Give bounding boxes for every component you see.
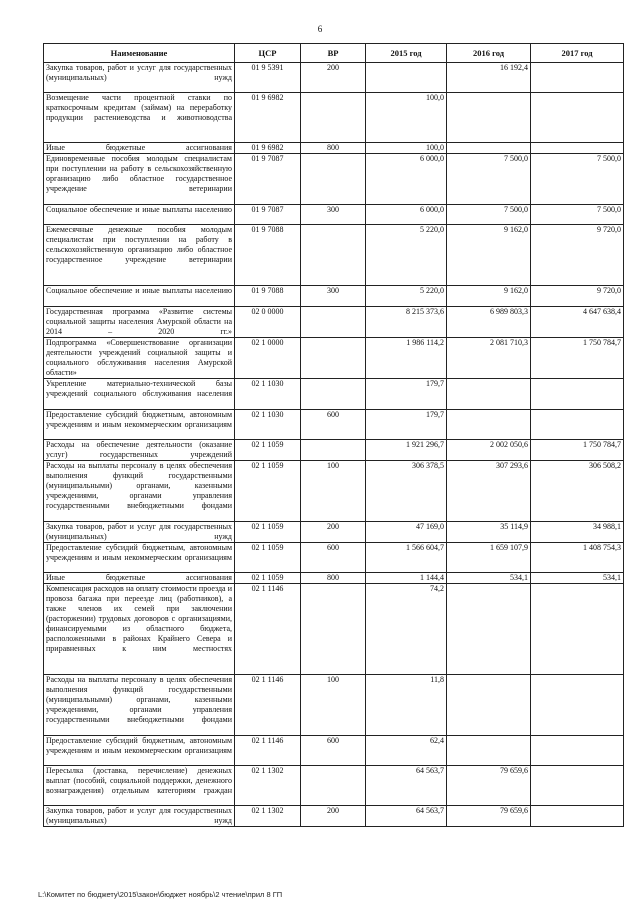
cell-2015: 179,7 [366, 379, 447, 410]
cell-2017: 1 750 784,7 [531, 338, 624, 379]
cell-csr: 02 1 1146 [235, 675, 301, 736]
cell-vr: 800 [301, 143, 366, 154]
cell-2016: 1 659 107,9 [447, 543, 531, 573]
cell-2017 [531, 63, 624, 93]
cell-2016: 35 114,9 [447, 522, 531, 543]
cell-csr: 02 1 1059 [235, 461, 301, 522]
budget-table [43, 43, 624, 827]
cell-2017 [531, 736, 624, 766]
cell-vr: 600 [301, 410, 366, 440]
cell-name: Укрепление материально-технической базы учреждений социального обслуживания населения [44, 379, 235, 410]
cell-2016 [447, 93, 531, 143]
table-row [44, 440, 624, 461]
cell-2017: 534,1 [531, 573, 624, 584]
cell-csr: 02 1 1146 [235, 584, 301, 675]
header-vr: ВР [301, 44, 366, 63]
cell-2016: 307 293,6 [447, 461, 531, 522]
table-row [44, 461, 624, 522]
table-row [44, 143, 624, 154]
cell-2015: 6 000,0 [366, 205, 447, 225]
cell-2015: 64 563,7 [366, 806, 447, 827]
cell-vr: 300 [301, 286, 366, 307]
cell-2016: 79 659,6 [447, 806, 531, 827]
cell-name: Предоставление субсидий бюджетным, автономным учреждениям и иным некоммерческим организациям [44, 736, 235, 766]
cell-2016: 7 500,0 [447, 154, 531, 205]
cell-2015: 62,4 [366, 736, 447, 766]
cell-2015: 100,0 [366, 93, 447, 143]
cell-name: Иные бюджетные ассигнования [44, 143, 235, 154]
cell-name: Закупка товаров, работ и услуг для государственных (муниципальных) нужд [44, 806, 235, 827]
cell-2017: 1 750 784,7 [531, 440, 624, 461]
cell-csr: 02 1 1302 [235, 806, 301, 827]
header-2017: 2017 год [531, 44, 624, 63]
cell-2015: 179,7 [366, 410, 447, 440]
cell-vr [301, 766, 366, 806]
cell-name: Единовременные пособия молодым специалистам при поступлении на работу в сельскохозяйственную организацию либо областное государственное учреждение ветеринарии [44, 154, 235, 205]
table-row [44, 338, 624, 379]
cell-2016: 9 162,0 [447, 286, 531, 307]
cell-csr: 02 1 1030 [235, 410, 301, 440]
cell-name: Предоставление субсидий бюджетным, автономным учреждениям и иным некоммерческим организациям [44, 543, 235, 573]
cell-name: Социальное обеспечение и иные выплаты населению [44, 205, 235, 225]
cell-name: Предоставление субсидий бюджетным, автономным учреждениям и иным некоммерческим организациям [44, 410, 235, 440]
cell-csr: 01 9 7088 [235, 225, 301, 286]
cell-2017 [531, 93, 624, 143]
cell-2015: 5 220,0 [366, 286, 447, 307]
cell-name: Закупка товаров, работ и услуг для государственных (муниципальных) нужд [44, 522, 235, 543]
cell-csr: 02 1 1030 [235, 379, 301, 410]
cell-2015: 1 144,4 [366, 573, 447, 584]
cell-vr: 200 [301, 63, 366, 93]
cell-2017: 306 508,2 [531, 461, 624, 522]
table-row [44, 766, 624, 806]
cell-name: Компенсация расходов на оплату стоимости проезда и провоза багажа при переезде лиц (работников), а также членов их семей при заключении (расторжении) трудовых договоров с организациями, финансируемыми из областного бюджета, расположенными в районах Крайнего Севера и приравненных к ним местностях [44, 584, 235, 675]
cell-2015: 74,2 [366, 584, 447, 675]
header-2015: 2015 год [366, 44, 447, 63]
cell-name: Пересылка (доставка, перечисление) денежных выплат (пособий, социальной поддержки, денежного вознаграждения) отдельным категориям граждан [44, 766, 235, 806]
cell-2016: 2 002 050,6 [447, 440, 531, 461]
cell-name: Возмещение части процентной ставки по краткосрочным кредитам (займам) на переработку продукции растениеводства и животноводства [44, 93, 235, 143]
cell-name: Иные бюджетные ассигнования [44, 573, 235, 584]
table-row [44, 543, 624, 573]
cell-vr [301, 379, 366, 410]
cell-vr: 100 [301, 675, 366, 736]
cell-2017 [531, 675, 624, 736]
table-row [44, 93, 624, 143]
cell-2015: 1 921 296,7 [366, 440, 447, 461]
cell-csr: 02 1 1146 [235, 736, 301, 766]
cell-vr [301, 225, 366, 286]
cell-2015: 1 566 604,7 [366, 543, 447, 573]
table-row [44, 584, 624, 675]
table-row [44, 806, 624, 827]
cell-name: Расходы на выплаты персоналу в целях обеспечения выполнения функций государственными (муниципальными) органами, казенными учреждениями, органами управления государственными внебюджетными фондами [44, 675, 235, 736]
cell-name: Закупка товаров, работ и услуг для государственных (муниципальных) нужд [44, 63, 235, 93]
cell-csr: 01 9 6982 [235, 93, 301, 143]
cell-2015: 1 986 114,2 [366, 338, 447, 379]
cell-2017: 7 500,0 [531, 205, 624, 225]
cell-vr: 100 [301, 461, 366, 522]
cell-2016: 9 162,0 [447, 225, 531, 286]
table-row [44, 736, 624, 766]
header-name: Наименование [44, 44, 235, 63]
cell-2017 [531, 766, 624, 806]
cell-2015: 47 169,0 [366, 522, 447, 543]
cell-csr: 02 1 1059 [235, 522, 301, 543]
cell-vr [301, 154, 366, 205]
cell-csr: 01 9 5391 [235, 63, 301, 93]
cell-2015: 5 220,0 [366, 225, 447, 286]
cell-csr: 02 1 1059 [235, 543, 301, 573]
cell-2017: 9 720,0 [531, 286, 624, 307]
cell-2015 [366, 63, 447, 93]
cell-2016 [447, 675, 531, 736]
table-row [44, 307, 624, 338]
cell-csr: 02 1 1059 [235, 573, 301, 584]
cell-csr: 02 1 1059 [235, 440, 301, 461]
cell-2015: 8 215 373,6 [366, 307, 447, 338]
cell-vr: 200 [301, 522, 366, 543]
table-row [44, 522, 624, 543]
cell-name: Государственная программа «Развитие системы социальной защиты населения Амурской области на 2014 – 2020 гг.» [44, 307, 235, 338]
cell-vr [301, 338, 366, 379]
table-row [44, 205, 624, 225]
table-row [44, 154, 624, 205]
cell-csr: 01 9 6982 [235, 143, 301, 154]
cell-2016: 16 192,4 [447, 63, 531, 93]
cell-2017: 9 720,0 [531, 225, 624, 286]
cell-2016: 6 989 803,3 [447, 307, 531, 338]
cell-2017: 34 988,1 [531, 522, 624, 543]
footer-file-path: L:\Комитет по бюджету\2015\закон\бюджет ноябрь\2 чтение\прил 8 ГП [38, 890, 283, 899]
table-row [44, 63, 624, 93]
cell-2017 [531, 410, 624, 440]
cell-vr [301, 440, 366, 461]
table-row [44, 225, 624, 286]
cell-vr: 800 [301, 573, 366, 584]
cell-vr: 200 [301, 806, 366, 827]
cell-2016: 2 081 710,3 [447, 338, 531, 379]
cell-2017: 1 408 754,3 [531, 543, 624, 573]
table-body [44, 63, 624, 827]
cell-2015: 11,8 [366, 675, 447, 736]
cell-vr: 300 [301, 205, 366, 225]
cell-2016 [447, 410, 531, 440]
cell-2017 [531, 584, 624, 675]
cell-2016 [447, 584, 531, 675]
cell-2016 [447, 379, 531, 410]
cell-csr: 01 9 7088 [235, 286, 301, 307]
cell-2016: 534,1 [447, 573, 531, 584]
cell-vr: 600 [301, 543, 366, 573]
cell-name: Социальное обеспечение и иные выплаты населению [44, 286, 235, 307]
cell-csr: 02 0 0000 [235, 307, 301, 338]
cell-2016 [447, 736, 531, 766]
cell-2016: 7 500,0 [447, 205, 531, 225]
cell-2017: 7 500,0 [531, 154, 624, 205]
header-csr: ЦСР [235, 44, 301, 63]
table-row [44, 410, 624, 440]
cell-csr: 01 9 7087 [235, 205, 301, 225]
table-row [44, 675, 624, 736]
page-number: 6 [317, 24, 323, 34]
cell-2017 [531, 143, 624, 154]
table-row [44, 573, 624, 584]
cell-csr: 02 1 0000 [235, 338, 301, 379]
cell-vr [301, 584, 366, 675]
table-header-row [44, 44, 624, 63]
cell-name: Расходы на обеспечение деятельности (оказание услуг) государственных учреждений [44, 440, 235, 461]
cell-2016 [447, 143, 531, 154]
cell-2017: 4 647 638,4 [531, 307, 624, 338]
cell-csr: 01 9 7087 [235, 154, 301, 205]
table-row [44, 379, 624, 410]
cell-name: Подпрограмма «Совершенствование организации деятельности учреждений социальной защиты и социального обслуживания населения Амурской области» [44, 338, 235, 379]
cell-name: Ежемесячные денежные пособия молодым специалистам при поступлении на работу в сельскохозяйственную организацию либо областное государственное учреждение ветеринарии [44, 225, 235, 286]
cell-2017 [531, 806, 624, 827]
cell-2015: 6 000,0 [366, 154, 447, 205]
cell-name: Расходы на выплаты персоналу в целях обеспечения выполнения функций государственными (муниципальными) органами, казенными учреждениями, органами управления государственными внебюджетными фондами [44, 461, 235, 522]
cell-csr: 02 1 1302 [235, 766, 301, 806]
cell-vr [301, 307, 366, 338]
cell-2015: 306 378,5 [366, 461, 447, 522]
table-row [44, 286, 624, 307]
cell-2015: 64 563,7 [366, 766, 447, 806]
cell-2017 [531, 379, 624, 410]
cell-2015: 100,0 [366, 143, 447, 154]
cell-vr: 600 [301, 736, 366, 766]
cell-2016: 79 659,6 [447, 766, 531, 806]
header-2016: 2016 год [447, 44, 531, 63]
cell-vr [301, 93, 366, 143]
